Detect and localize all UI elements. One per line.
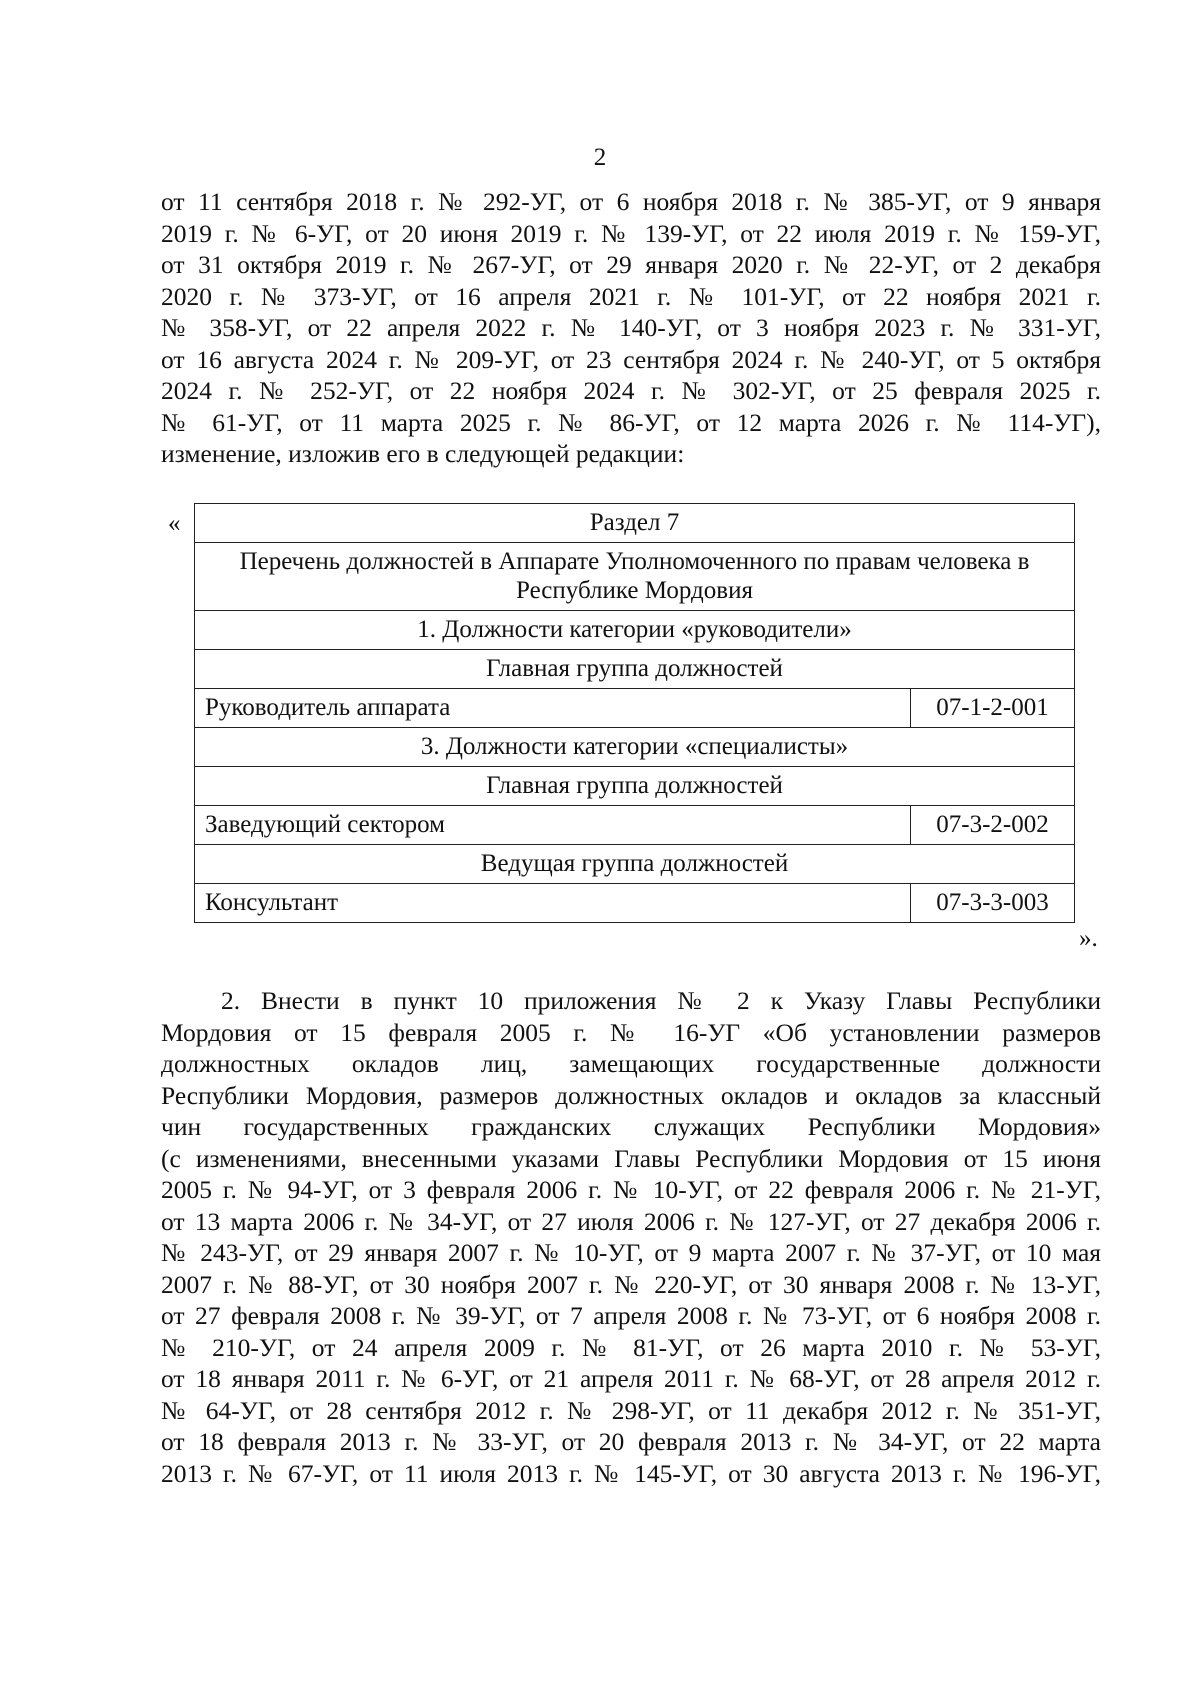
table-row [195, 728, 1075, 767]
table-row [195, 650, 1075, 689]
page-number: 2 [593, 144, 607, 171]
table-row [195, 845, 1075, 884]
table-row [195, 611, 1075, 650]
position-code: 07-3-3-003 [911, 884, 1075, 923]
text-line: (с изменениями, внесенными указами Главы Республики Мордовия от 15 июня [161, 1143, 1101, 1173]
group-heading: Главная группа должностей [195, 650, 1075, 689]
text-line: № 210-УГ, от 24 апреля 2009 г. № 81-УГ, от 26 марта 2010 г. № 53-УГ, [161, 1332, 1101, 1362]
text-line: от 13 марта 2006 г. № 34-УГ, от 27 июля 2006 г. № 127-УГ, от 27 декабря 2006 г. [161, 1206, 1101, 1236]
table-row [195, 767, 1075, 806]
position-code: 07-3-2-002 [911, 806, 1075, 845]
text-line: Мордовия от 15 февраля 2005 г. № 16-УГ «Об установлении размеров [161, 1017, 1101, 1047]
text-line: чин государственных гражданских служащих Республики Мордовия» [161, 1112, 1101, 1141]
text-line: № 61-УГ, от 11 марта 2025 г. № 86-УГ, от 12 марта 2026 г. № 114-УГ), [161, 407, 1101, 437]
text-line: № 64-УГ, от 28 сентября 2012 г. № 298-УГ, от 11 декабря 2012 г. № 351-УГ, [161, 1395, 1101, 1425]
position-name: Руководитель аппарата [195, 689, 911, 728]
paragraph-item-2 [161, 985, 1101, 1489]
position-name: Заведующий сектором [195, 806, 911, 845]
table-row [195, 543, 1075, 611]
text-line: 2024 г. № 252-УГ, от 22 ноября 2024 г. № 302-УГ, от 25 февраля 2025 г. [161, 376, 1101, 405]
table-row [195, 884, 1075, 923]
category-heading: 1. Должности категории «руководители» [195, 611, 1075, 650]
group-heading: Главная группа должностей [195, 767, 1075, 806]
text-line: 2013 г. № 67-УГ, от 11 июля 2013 г. № 145-УГ, от 30 августа 2013 г. № 196-УГ, [161, 1458, 1101, 1488]
text-line: № 358-УГ, от 22 апреля 2022 г. № 140-УГ, от 3 ноября 2023 г. № 331-УГ, [161, 313, 1101, 342]
paragraph-amendment-list [161, 186, 1101, 470]
text-line: от 11 сентября 2018 г. № 292-УГ, от 6 ноября 2018 г. № 385-УГ, от 9 января [161, 187, 1101, 216]
group-heading: Ведущая группа должностей [195, 845, 1075, 884]
closing-quote-mark: ». [1079, 925, 1098, 952]
text-line: 2020 г. № 373-УГ, от 16 апреля 2021 г. № 101-УГ, от 22 ноября 2021 г. [161, 281, 1101, 311]
position-name: Консультант [195, 884, 911, 923]
text-line: от 31 октября 2019 г. № 267-УГ, от 29 января 2020 г. № 22-УГ, от 2 декабря [161, 250, 1101, 279]
position-code: 07-1-2-001 [911, 689, 1075, 728]
text-line: должностных окладов лиц, замещающих государственные должности [161, 1049, 1101, 1078]
text-line: изменение, изложив его в следующей редакции: [161, 439, 685, 468]
text-line: № 243-УГ, от 29 января 2007 г. № 10-УГ, от 9 марта 2007 г. № 37-УГ, от 10 мая [161, 1238, 1101, 1267]
text-line: 2005 г. № 94-УГ, от 3 февраля 2006 г. № 10-УГ, от 22 февраля 2006 г. № 21-УГ, [161, 1175, 1101, 1204]
text-line: Республики Мордовия, размеров должностных окладов и окладов за классный [161, 1080, 1101, 1110]
text-line: от 18 февраля 2013 г. № 33-УГ, от 20 февраля 2013 г. № 34-УГ, от 22 марта [161, 1427, 1101, 1456]
text-line: от 16 августа 2024 г. № 209-УГ, от 23 сентября 2024 г. № 240-УГ, от 5 октября [161, 344, 1101, 374]
section-subtitle: Перечень должностей в Аппарате Уполномоченного по правам человека в Республике Мордовия [195, 543, 1075, 611]
text-line: от 27 февраля 2008 г. № 39-УГ, от 7 апреля 2008 г. № 73-УГ, от 6 ноября 2008 г. [161, 1301, 1101, 1330]
category-heading: 3. Должности категории «специалисты» [195, 728, 1075, 767]
section-title: Раздел 7 [195, 504, 1075, 543]
table-row [195, 806, 1075, 845]
table-row [195, 504, 1075, 543]
text-line: от 18 января 2011 г. № 6-УГ, от 21 апреля 2011 г. № 68-УГ, от 28 апреля 2012 г. [161, 1364, 1101, 1393]
table-row [195, 689, 1075, 728]
text-line: 2019 г. № 6-УГ, от 20 июня 2019 г. № 139-УГ, от 22 июля 2019 г. № 159-УГ, [161, 218, 1101, 248]
positions-table [194, 503, 1075, 923]
text-line: 2. Внести в пункт 10 приложения № 2 к Указу Главы Республики [221, 986, 1101, 1015]
opening-quote-mark: « [168, 510, 181, 537]
text-line: 2007 г. № 88-УГ, от 30 ноября 2007 г. № 220-УГ, от 30 января 2008 г. № 13-УГ, [161, 1269, 1101, 1299]
